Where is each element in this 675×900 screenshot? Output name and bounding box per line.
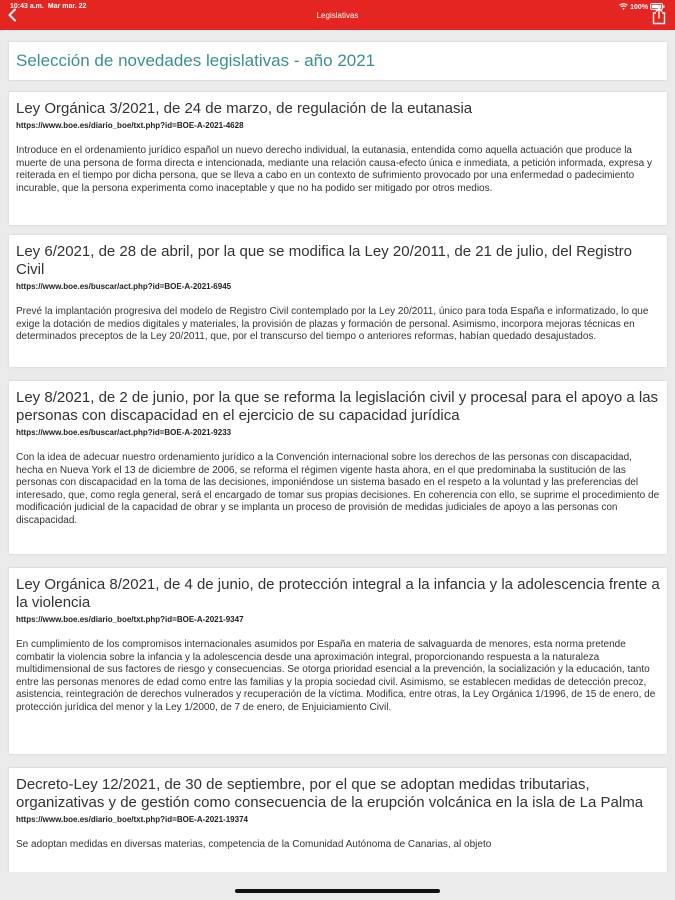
- law-link[interactable]: https://www.boe.es/diario_boe/txt.php?id=BOE-A-2021-19374: [16, 815, 248, 824]
- law-description: Se adoptan medidas en diversas materias, competencia de la Comunidad Autónoma de Canarias, al objeto: [16, 839, 492, 850]
- share-icon[interactable]: [651, 7, 667, 25]
- law-card: [9, 568, 667, 754]
- top-bar: [0, 0, 675, 30]
- home-indicator[interactable]: [235, 889, 440, 893]
- status-date: Mar mar. 22: [47, 3, 87, 10]
- law-title: Ley Orgánica 8/2021, de 4 de junio, de protección integral a la infancia y la adolescencia frente a la violencia: [16, 576, 660, 611]
- law-description: En cumplimiento de los compromisos internacionales asumidos por España en materia de salvaguarda de menores, esta norma pretende combatir la violencia sobre la infancia y la adolescencia desde una aproximación integral, proporcionando respuesta a la naturaleza multidimensional de sus factores de riesgo y consecuencias. Se otorga prioridad esencial a la prevención, la socialización y la educación, tanto entre las personas menores de edad como entre las familias y la propia sociedad civil. Asimismo, se establecen medidas de detección precoz, asistencia, reintegración de derechos vulnerados y recuperación de la víctima. Modifica, entre otras, la Ley Orgánica 1/1996, de 15 de enero, de protección jurídica del menor y la Ley 1/2000, de 7 de enero, de Enjuiciamiento Civil.: [16, 639, 656, 713]
- battery-percent: 100%: [630, 4, 649, 11]
- law-card: [9, 92, 667, 225]
- law-card: [9, 381, 667, 554]
- law-description: Prevé la implantación progresiva del modelo de Registro Civil contemplado por la Ley 20/2011, único para toda España e informatizado, lo que exige la dotación de medios digitales y materiales, la provisión de plazas y formación de personal. Asimismo, incorpora mejoras técnicas en determinados preceptos de la Ley 20/2011, que, por el transcurso del tiempo o anteriores reformas, habían quedado desajustados.: [16, 306, 649, 343]
- status-time-date: [10, 3, 86, 10]
- law-description: Introduce en el ordenamiento jurídico español un nuevo derecho individual, la eutanasia, entendida como aquella actuación que produce la muerte de una persona de forma directa e intencionada, mediante una relación causa-efecto única e inmediata, a petición informada, expresa y reiterada en el tiempo por dicha persona, que se lleva a cabo en un contexto de sufrimiento provocado por una enfermedad o padecimiento incurable, que la persona experimenta como inaceptable y que no ha podido ser mitigado por otros medios.: [16, 145, 652, 194]
- law-description: Con la idea de adecuar nuestro ordenamiento jurídico a la Convención internacional sobre los derechos de las personas con discapacidad, hecha en Nueva York el 13 de diciembre de 2006, se reforma el régimen vigente hasta ahora, en el que predominaba la sustitución de las personas con discapacidad en la toma de las decisiones, imponiéndose un sistema basado en el respeto a la voluntad y las preferencias del interesado, que, como regla general, será el encargado de tomar sus propias decisiones. En coherencia con ello, se suprime el procedimiento de modificación judicial de la capacidad de obrar y se implanta un proceso de provisión de medidas judiciales de apoyo a las personas con discapacidad.: [16, 452, 660, 526]
- law-link[interactable]: https://www.boe.es/buscar/act.php?id=BOE-A-2021-6945: [16, 282, 232, 291]
- law-card: [9, 768, 667, 872]
- nav-title: Legislativas: [316, 11, 359, 20]
- section-title: Selección de novedades legislativas - año 2021: [16, 51, 376, 70]
- law-link[interactable]: https://www.boe.es/buscar/act.php?id=BOE-A-2021-9233: [16, 428, 232, 437]
- law-title: Decreto-Ley 12/2021, de 30 de septiembre, por el que se adoptan medidas tributarias, organizativas y de gestión como consecuencia de la erupción volcánica en la isla de La Palma: [16, 776, 644, 811]
- law-link[interactable]: https://www.boe.es/diario_boe/txt.php?id=BOE-A-2021-4628: [16, 121, 244, 130]
- law-title: Ley 8/2021, de 2 de junio, por la que se reforma la legislación civil y procesal para el apoyo a las personas con discapacidad en el ejercicio de su capacidad jurídica: [16, 389, 659, 424]
- law-card: [9, 235, 667, 367]
- law-title: Ley 6/2021, de 28 de abril, por la que se modifica la Ley 20/2011, de 21 de julio, del Registro Civil: [16, 243, 632, 278]
- section-header-card: [9, 42, 667, 80]
- wifi-icon: [619, 3, 628, 10]
- law-title: Ley Orgánica 3/2021, de 24 de marzo, de regulación de la eutanasia: [16, 100, 473, 117]
- law-link[interactable]: https://www.boe.es/diario_boe/txt.php?id=BOE-A-2021-9347: [16, 615, 244, 624]
- status-time: 10:43 a.m.: [10, 3, 44, 10]
- content-scroll[interactable]: [0, 30, 675, 872]
